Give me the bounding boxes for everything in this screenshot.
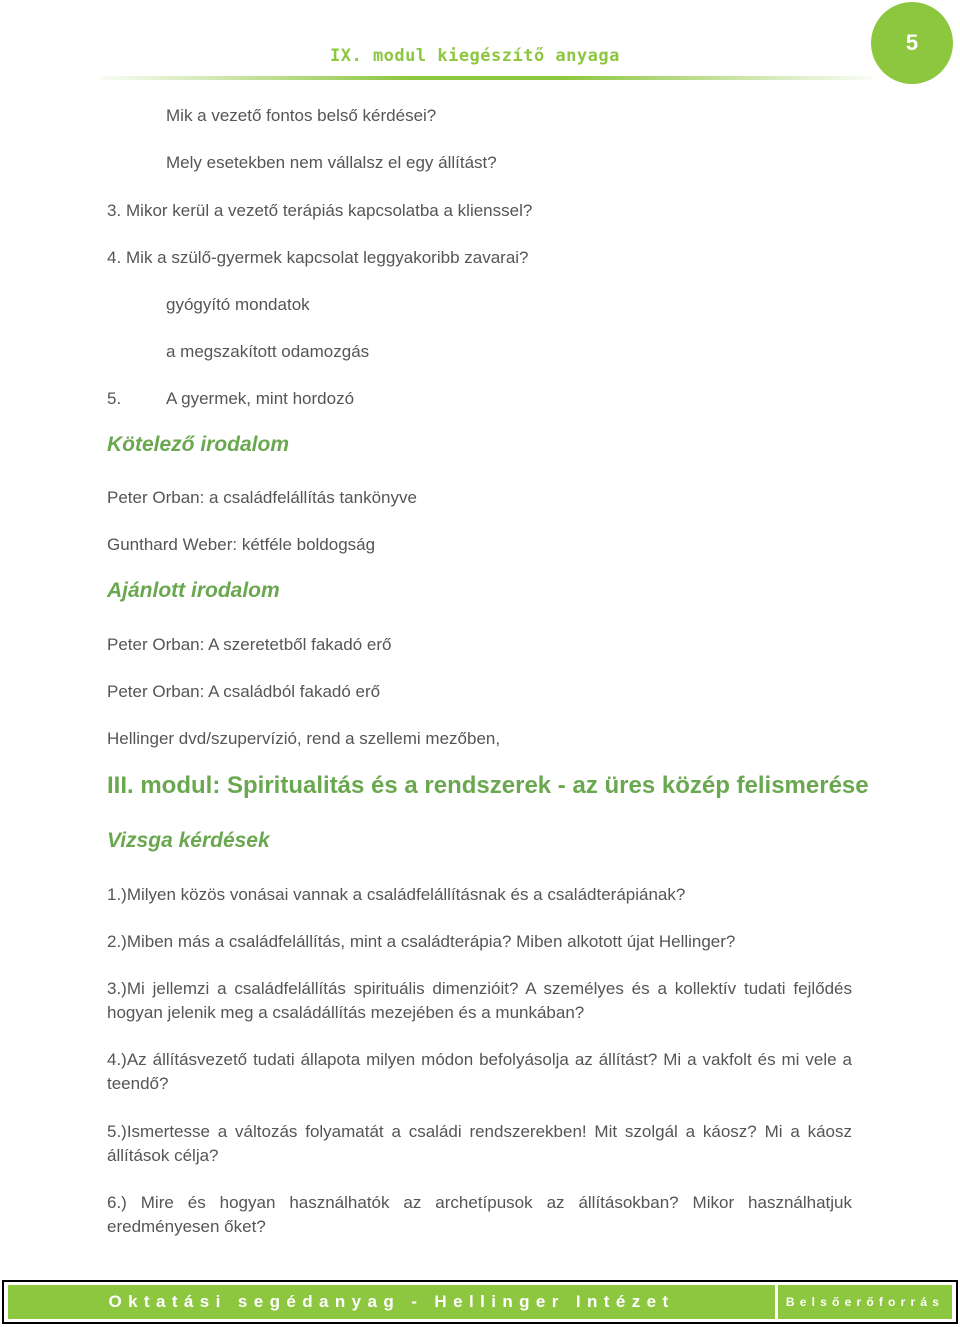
literature-item: Gunthard Weber: kétféle boldogság xyxy=(107,535,376,554)
list-item: Mik a szülő-gyermek kapcsolat leggyakoribb zavarai? xyxy=(126,248,529,267)
exam-question: 3.)Mi jellemzi a családfelállítás spirituális dimenzióit? A személyes és a kollektív tudati fejlődés hogyan jelenik meg a családállítás mezejében és a munkában? xyxy=(107,979,852,1022)
literature-item: Peter Orban: A családból fakadó erő xyxy=(107,682,381,701)
exam-question: 1.)Milyen közös vonásai vannak a családfelállításnak és a családterápiának? xyxy=(107,885,686,904)
exam-question: 5.)Ismertesse a változás folyamatát a családi rendszerekben! Mit szolgál a káosz? Mi a káosz állítások célja? xyxy=(107,1122,852,1165)
list-item: Mikor kerül a vezető terápiás kapcsolatba a klienssel? xyxy=(126,201,533,220)
header-divider xyxy=(100,76,872,80)
footer-right-banner: Belsőerőforrás xyxy=(778,1285,952,1319)
exam-question: 6.) Mire és hogyan használhatók az archetípusok az állításokban? Mikor használhatjuk eredményesen őket? xyxy=(107,1193,852,1236)
list-number: 3. xyxy=(107,201,122,220)
list-item: Mely esetekben nem vállalsz el egy állítást? xyxy=(166,153,497,172)
list-number: 4. xyxy=(107,248,122,267)
page-number-badge: 5 xyxy=(871,2,953,84)
footer-left-banner: Oktatási segédanyag - Hellinger Intézet xyxy=(8,1285,775,1319)
list-item: Mik a vezető fontos belső kérdései? xyxy=(166,106,437,125)
sub-item: a megszakított odamozgás xyxy=(166,342,370,361)
exam-question: 4.)Az állításvezető tudati állapota milyen módon befolyásolja az állítást? Mi a vakfolt és mi vele a teendő? xyxy=(107,1050,852,1093)
exam-question: 2.)Miben más a családfelállítás, mint a családterápia? Miben alkotott újat Hellinger? xyxy=(107,932,736,951)
recommended-literature-heading: Ajánlott irodalom xyxy=(107,579,280,602)
list-item: A gyermek, mint hordozó xyxy=(166,389,355,408)
sub-item: gyógyító mondatok xyxy=(166,295,310,314)
header-title: IX. modul kiegészítő anyaga xyxy=(330,46,620,66)
exam-questions-heading: Vizsga kérdések xyxy=(107,829,270,852)
literature-item: Hellinger dvd/szupervízió, rend a szellemi mezőben, xyxy=(107,729,501,748)
literature-item: Peter Orban: a családfelállítás tankönyve xyxy=(107,488,417,507)
mandatory-literature-heading: Kötelező irodalom xyxy=(107,433,290,456)
module-title: III. modul: Spiritualitás és a rendszerek - az üres közép felismerése xyxy=(107,772,869,799)
literature-item: Peter Orban: A szeretetből fakadó erő xyxy=(107,635,392,654)
list-number: 5. xyxy=(107,389,122,408)
